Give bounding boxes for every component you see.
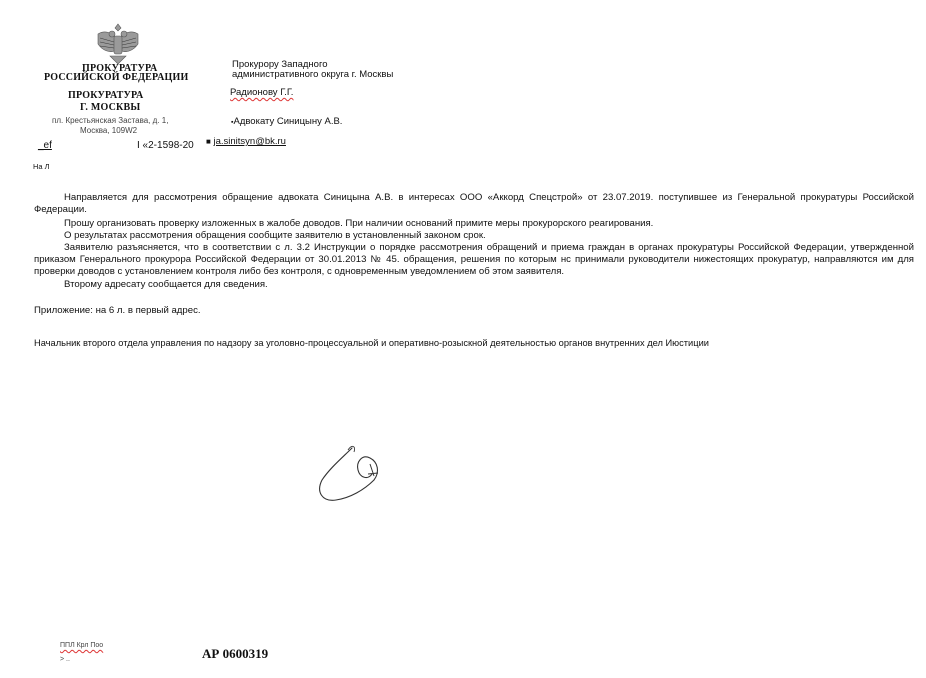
attachment-note: Приложение: на 6 л. в первый адрес. <box>34 305 201 316</box>
handwritten-signature <box>312 440 388 506</box>
letterhead-line1: ПРОКУРАТУРА <box>82 63 158 74</box>
bullet-icon: ■ <box>206 137 211 146</box>
recipient-1-name: Радионову Г.Г. <box>230 87 294 98</box>
footer-marker: ППЛ Крл Поо <box>60 642 104 649</box>
recipient-2-email: ja.sinitsyn@bk.ru <box>213 136 286 147</box>
letterhead-line4: Г. МОСКВЫ <box>80 102 141 113</box>
body-paragraph-3: О результатах рассмотрения обращения сообщите заявителю в установленный законом срок. <box>64 230 486 241</box>
recipient-2: ▪Адвокату Синицыну А.В. <box>231 116 343 127</box>
body-paragraph-5: Второму адресату сообщается для сведения. <box>64 279 268 290</box>
na-label: На Л <box>33 162 50 171</box>
form-serial-number: АР 0600319 <box>202 646 269 661</box>
date-field: _ef <box>38 140 52 151</box>
letterhead-address-2: Москва, 109W2 <box>80 126 138 135</box>
recipient-2-name: Адвокату Синицыну А.В. <box>233 116 343 127</box>
letterhead-line3: ПРОКУРАТУРА <box>68 90 144 101</box>
signatory-title: Начальник второго отдела управления по надзору за уголовно-процессуальной и оперативно-розыскной деятельностью органов внутренних дел Июстиции <box>34 338 709 348</box>
letterhead-address-1: пл. Крестьянская Застава, д. 1, <box>52 116 169 125</box>
body-paragraph-4: Заявителю разъясняется, что в соответствии с л. 3.2 Инструкции о порядке рассмотрения обращений и приема граждан в органах прокуратуры Российской Федерации, утвержденной приказом Генерального прокурора Российской Федерации от 30.01.2013 № 45. обращения, решения по которым нс принимали руководители нижестоящих прокуратур, направляются им для проверки доводов с установлением контроля либо без контроля, с одновременным уведомлением об этом заявителя. <box>34 242 914 278</box>
letterhead-line2: РОССИЙСКОЙ ФЕДЕРАЦИИ <box>44 72 189 83</box>
footer-marker-2: > .. <box>60 656 70 663</box>
outgoing-number: I «2-1598-20 <box>137 140 194 151</box>
body-paragraph-1: Направляется для рассмотрения обращение адвоката Синицына А.В. в интересах ООО «Аккорд Спецстрой» от 23.07.2019. поступившее из Генеральной прокуратуры Российской Федерации. <box>34 192 914 216</box>
coat-of-arms-icon <box>90 20 146 66</box>
recipient-1-line2: административного округа г. Москвы <box>232 69 394 80</box>
body-paragraph-2: Прошу организовать проверку изложенных в жалобе доводов. При наличии оснований примите меры прокурорского реагирования. <box>64 218 654 229</box>
recipient-2-email-row <box>206 136 286 147</box>
recipient-1-line1: Прокурору Западного <box>232 59 328 70</box>
